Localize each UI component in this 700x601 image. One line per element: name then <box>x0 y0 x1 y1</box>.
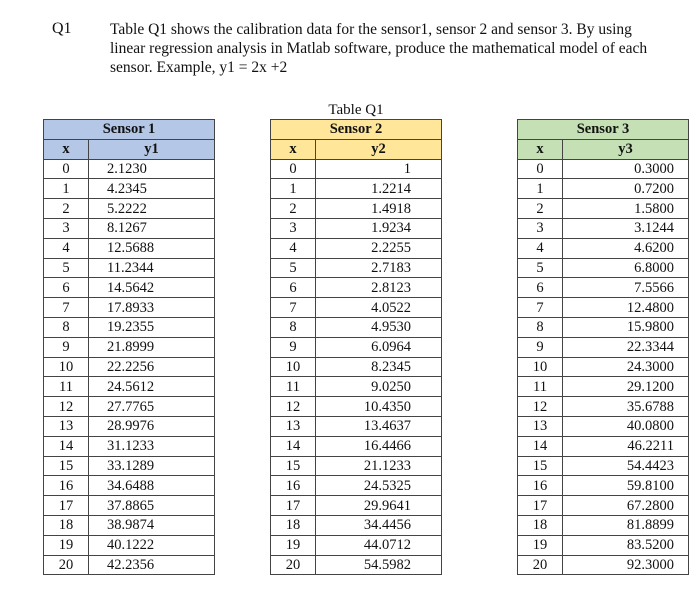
sensor1-x-cell: 13 <box>44 416 89 436</box>
sensor1-y-cell: 14.5642 <box>89 278 215 298</box>
sensor2-y-cell: 2.8123 <box>316 278 442 298</box>
sensor1-x-cell: 8 <box>44 317 89 337</box>
sensor2-x-header: x <box>271 139 316 159</box>
table-row <box>44 179 215 199</box>
sensor2-y-cell: 44.0712 <box>316 535 442 555</box>
sensor1-y-cell: 12.5688 <box>89 238 215 258</box>
sensor3-y-cell: 81.8899 <box>563 515 689 535</box>
sensor2-x-cell: 12 <box>271 397 316 417</box>
sensor1-x-cell: 12 <box>44 397 89 417</box>
sensor1-y-cell: 22.2256 <box>89 357 215 377</box>
sensor1-x-cell: 6 <box>44 278 89 298</box>
table-row <box>518 159 689 179</box>
question-text: Table Q1 shows the calibration data for the sensor1, sensor 2 and sensor 3. By using linear regression analysis in Matlab software, produce the mathematical model of each sensor. Example, y1 = 2x +2 <box>110 21 648 76</box>
sensor2-x-cell: 20 <box>271 555 316 575</box>
sensor1-x-cell: 17 <box>44 496 89 516</box>
sensor2-y-cell: 13.4637 <box>316 416 442 436</box>
sensor3-y-header: y3 <box>563 139 689 159</box>
sensor3-y-cell: 0.7200 <box>563 179 689 199</box>
table-row <box>518 179 689 199</box>
sensor2-y-cell: 54.5982 <box>316 555 442 575</box>
table-row <box>518 357 689 377</box>
table-row <box>271 436 442 456</box>
table-row <box>518 535 689 555</box>
sensor1-y-cell: 40.1222 <box>89 535 215 555</box>
sensor1-title: Sensor 1 <box>44 120 215 140</box>
table-row <box>518 278 689 298</box>
table-row <box>518 298 689 318</box>
sensor3-y-cell: 24.3000 <box>563 357 689 377</box>
table-row <box>271 159 442 179</box>
sensor1-x-cell: 3 <box>44 218 89 238</box>
sensor3-x-cell: 0 <box>518 159 563 179</box>
sensor2-y-cell: 16.4466 <box>316 436 442 456</box>
table-row <box>271 416 442 436</box>
sensor2-y-cell: 29.9641 <box>316 496 442 516</box>
sensor3-x-cell: 17 <box>518 496 563 516</box>
sensor2-x-cell: 13 <box>271 416 316 436</box>
sensor3-x-cell: 9 <box>518 337 563 357</box>
sensor2-x-cell: 3 <box>271 218 316 238</box>
sensor2-y-cell: 8.2345 <box>316 357 442 377</box>
sensor2-x-cell: 0 <box>271 159 316 179</box>
sensor1-y-cell: 4.2345 <box>89 179 215 199</box>
sensor2-x-cell: 18 <box>271 515 316 535</box>
sensor1-y-cell: 38.9874 <box>89 515 215 535</box>
sensor1-x-cell: 14 <box>44 436 89 456</box>
sensor3-x-cell: 15 <box>518 456 563 476</box>
sensor3-y-cell: 6.8000 <box>563 258 689 278</box>
sensor2-y-cell: 9.0250 <box>316 377 442 397</box>
table-row <box>271 337 442 357</box>
table-row <box>271 258 442 278</box>
sensor3-y-cell: 12.4800 <box>563 298 689 318</box>
sensor3-y-cell: 54.4423 <box>563 456 689 476</box>
table-row <box>518 416 689 436</box>
table-row <box>44 476 215 496</box>
sensor1-x-cell: 15 <box>44 456 89 476</box>
sensor3-x-cell: 19 <box>518 535 563 555</box>
sensor1-x-cell: 1 <box>44 179 89 199</box>
table-row <box>271 476 442 496</box>
sensor1-y-cell: 24.5612 <box>89 377 215 397</box>
table-row <box>271 397 442 417</box>
table-row <box>518 258 689 278</box>
table-row <box>44 515 215 535</box>
sensor1-x-cell: 4 <box>44 238 89 258</box>
sensor1-x-cell: 10 <box>44 357 89 377</box>
table-row <box>271 199 442 219</box>
sensor3-title: Sensor 3 <box>518 120 689 140</box>
table-row <box>44 416 215 436</box>
question-number: Q1 <box>52 20 72 37</box>
sensor1-y-cell: 2.1230 <box>89 159 215 179</box>
sensor3-y-cell: 40.0800 <box>563 416 689 436</box>
table-row <box>271 357 442 377</box>
sensor2-x-cell: 16 <box>271 476 316 496</box>
sensor3-x-cell: 13 <box>518 416 563 436</box>
sensor1-table <box>43 119 215 575</box>
sensor2-x-cell: 9 <box>271 337 316 357</box>
sensor2-x-cell: 1 <box>271 179 316 199</box>
table-row <box>518 397 689 417</box>
sensor3-y-cell: 92.3000 <box>563 555 689 575</box>
sensor3-y-cell: 0.3000 <box>563 159 689 179</box>
table-row <box>44 377 215 397</box>
table-row <box>518 456 689 476</box>
table-row <box>44 298 215 318</box>
sensor3-x-cell: 16 <box>518 476 563 496</box>
sensor2-x-cell: 6 <box>271 278 316 298</box>
sensor1-x-cell: 9 <box>44 337 89 357</box>
table-row <box>44 357 215 377</box>
sensor2-y-cell: 1.9234 <box>316 218 442 238</box>
sensor1-y-cell: 11.2344 <box>89 258 215 278</box>
sensor1-x-cell: 11 <box>44 377 89 397</box>
sensor2-x-cell: 17 <box>271 496 316 516</box>
sensor2-x-cell: 8 <box>271 317 316 337</box>
sensor1-x-cell: 2 <box>44 199 89 219</box>
sensor2-y-cell: 34.4456 <box>316 515 442 535</box>
sensor1-y-cell: 34.6488 <box>89 476 215 496</box>
table-row <box>271 179 442 199</box>
sensor2-x-cell: 4 <box>271 238 316 258</box>
table-row <box>271 298 442 318</box>
sensor1-y-cell: 5.2222 <box>89 199 215 219</box>
sensor3-x-cell: 2 <box>518 199 563 219</box>
sensor1-x-cell: 7 <box>44 298 89 318</box>
sensor2-y-cell: 6.0964 <box>316 337 442 357</box>
sensor1-y-cell: 27.7765 <box>89 397 215 417</box>
sensor2-y-cell: 4.9530 <box>316 317 442 337</box>
sensor3-x-cell: 18 <box>518 515 563 535</box>
sensor3-y-cell: 59.8100 <box>563 476 689 496</box>
sensor3-x-cell: 11 <box>518 377 563 397</box>
sensor2-y-cell: 1 <box>316 159 442 179</box>
sensor1-x-cell: 20 <box>44 555 89 575</box>
sensor1-body <box>44 159 215 575</box>
sensor3-x-cell: 5 <box>518 258 563 278</box>
sensor2-x-cell: 10 <box>271 357 316 377</box>
sensor1-y-cell: 33.1289 <box>89 456 215 476</box>
sensor1-y-cell: 17.8933 <box>89 298 215 318</box>
sensor2-y-header: y2 <box>316 139 442 159</box>
sensor1-x-header: x <box>44 139 89 159</box>
table-row <box>518 317 689 337</box>
sensor3-x-cell: 10 <box>518 357 563 377</box>
table-row <box>518 436 689 456</box>
table-row <box>44 535 215 555</box>
sensor3-x-header: x <box>518 139 563 159</box>
table-row <box>44 218 215 238</box>
table-row <box>44 278 215 298</box>
sensor1-x-cell: 0 <box>44 159 89 179</box>
table-row <box>271 238 442 258</box>
table-row <box>44 397 215 417</box>
sensor2-y-cell: 24.5325 <box>316 476 442 496</box>
table-row <box>518 238 689 258</box>
sensor3-y-cell: 35.6788 <box>563 397 689 417</box>
table-row <box>44 456 215 476</box>
sensor3-x-cell: 7 <box>518 298 563 318</box>
sensor3-body <box>518 159 689 575</box>
sensor1-x-cell: 19 <box>44 535 89 555</box>
table-row <box>44 496 215 516</box>
sensor3-y-cell: 15.9800 <box>563 317 689 337</box>
table-row <box>271 456 442 476</box>
sensor2-table <box>270 119 442 575</box>
table-row <box>271 535 442 555</box>
sensor2-x-cell: 11 <box>271 377 316 397</box>
table-row <box>44 337 215 357</box>
sensor3-x-cell: 14 <box>518 436 563 456</box>
sensor3-x-cell: 8 <box>518 317 563 337</box>
sensor3-table <box>517 119 689 575</box>
sensor3-y-cell: 7.5566 <box>563 278 689 298</box>
sensor1-x-cell: 18 <box>44 515 89 535</box>
sensor2-x-cell: 19 <box>271 535 316 555</box>
table-row <box>271 496 442 516</box>
sensor1-y-cell: 8.1267 <box>89 218 215 238</box>
table-row <box>518 476 689 496</box>
sensor1-x-cell: 5 <box>44 258 89 278</box>
table-row <box>44 555 215 575</box>
sensor3-x-cell: 3 <box>518 218 563 238</box>
table-row <box>271 317 442 337</box>
table-row <box>44 159 215 179</box>
sensor1-y-cell: 42.2356 <box>89 555 215 575</box>
sensor1-x-cell: 16 <box>44 476 89 496</box>
table-row <box>271 218 442 238</box>
table-row <box>518 377 689 397</box>
sensor3-y-cell: 67.2800 <box>563 496 689 516</box>
sensor2-x-cell: 2 <box>271 199 316 219</box>
sensor3-x-cell: 4 <box>518 238 563 258</box>
sensor3-x-cell: 20 <box>518 555 563 575</box>
sensor3-y-cell: 83.5200 <box>563 535 689 555</box>
sensor3-y-cell: 1.5800 <box>563 199 689 219</box>
table-row <box>271 377 442 397</box>
sensor1-y-cell: 28.9976 <box>89 416 215 436</box>
sensor3-y-cell: 46.2211 <box>563 436 689 456</box>
table-row <box>44 238 215 258</box>
table-row <box>518 337 689 357</box>
sensor2-y-cell: 1.4918 <box>316 199 442 219</box>
sensor3-y-cell: 22.3344 <box>563 337 689 357</box>
table-row <box>271 278 442 298</box>
sensor3-x-cell: 1 <box>518 179 563 199</box>
table-row <box>518 199 689 219</box>
sensor3-y-cell: 3.1244 <box>563 218 689 238</box>
sensor3-x-cell: 12 <box>518 397 563 417</box>
sensor3-y-cell: 29.1200 <box>563 377 689 397</box>
table-row <box>518 555 689 575</box>
sensor3-y-cell: 4.6200 <box>563 238 689 258</box>
sensor2-y-cell: 2.2255 <box>316 238 442 258</box>
sensor1-y-cell: 21.8999 <box>89 337 215 357</box>
sensor2-y-cell: 2.7183 <box>316 258 442 278</box>
sensor1-y-header: y1 <box>89 139 215 159</box>
sensor3-x-cell: 6 <box>518 278 563 298</box>
table-row <box>44 317 215 337</box>
sensor2-body <box>271 159 442 575</box>
sensor2-y-cell: 1.2214 <box>316 179 442 199</box>
sensor2-x-cell: 7 <box>271 298 316 318</box>
table-row <box>44 199 215 219</box>
table-row <box>518 515 689 535</box>
sensor2-x-cell: 14 <box>271 436 316 456</box>
sensor1-y-cell: 19.2355 <box>89 317 215 337</box>
sensor1-y-cell: 37.8865 <box>89 496 215 516</box>
sensor2-y-cell: 21.1233 <box>316 456 442 476</box>
sensor2-x-cell: 15 <box>271 456 316 476</box>
sensor2-x-cell: 5 <box>271 258 316 278</box>
table-row <box>518 218 689 238</box>
table-row <box>518 496 689 516</box>
table-row <box>44 258 215 278</box>
table-row <box>271 515 442 535</box>
sensor1-y-cell: 31.1233 <box>89 436 215 456</box>
table-row <box>44 436 215 456</box>
table-caption: Table Q1 <box>328 102 384 118</box>
sensor2-y-cell: 10.4350 <box>316 397 442 417</box>
sensor2-y-cell: 4.0522 <box>316 298 442 318</box>
table-row <box>271 555 442 575</box>
sensor2-title: Sensor 2 <box>271 120 442 140</box>
